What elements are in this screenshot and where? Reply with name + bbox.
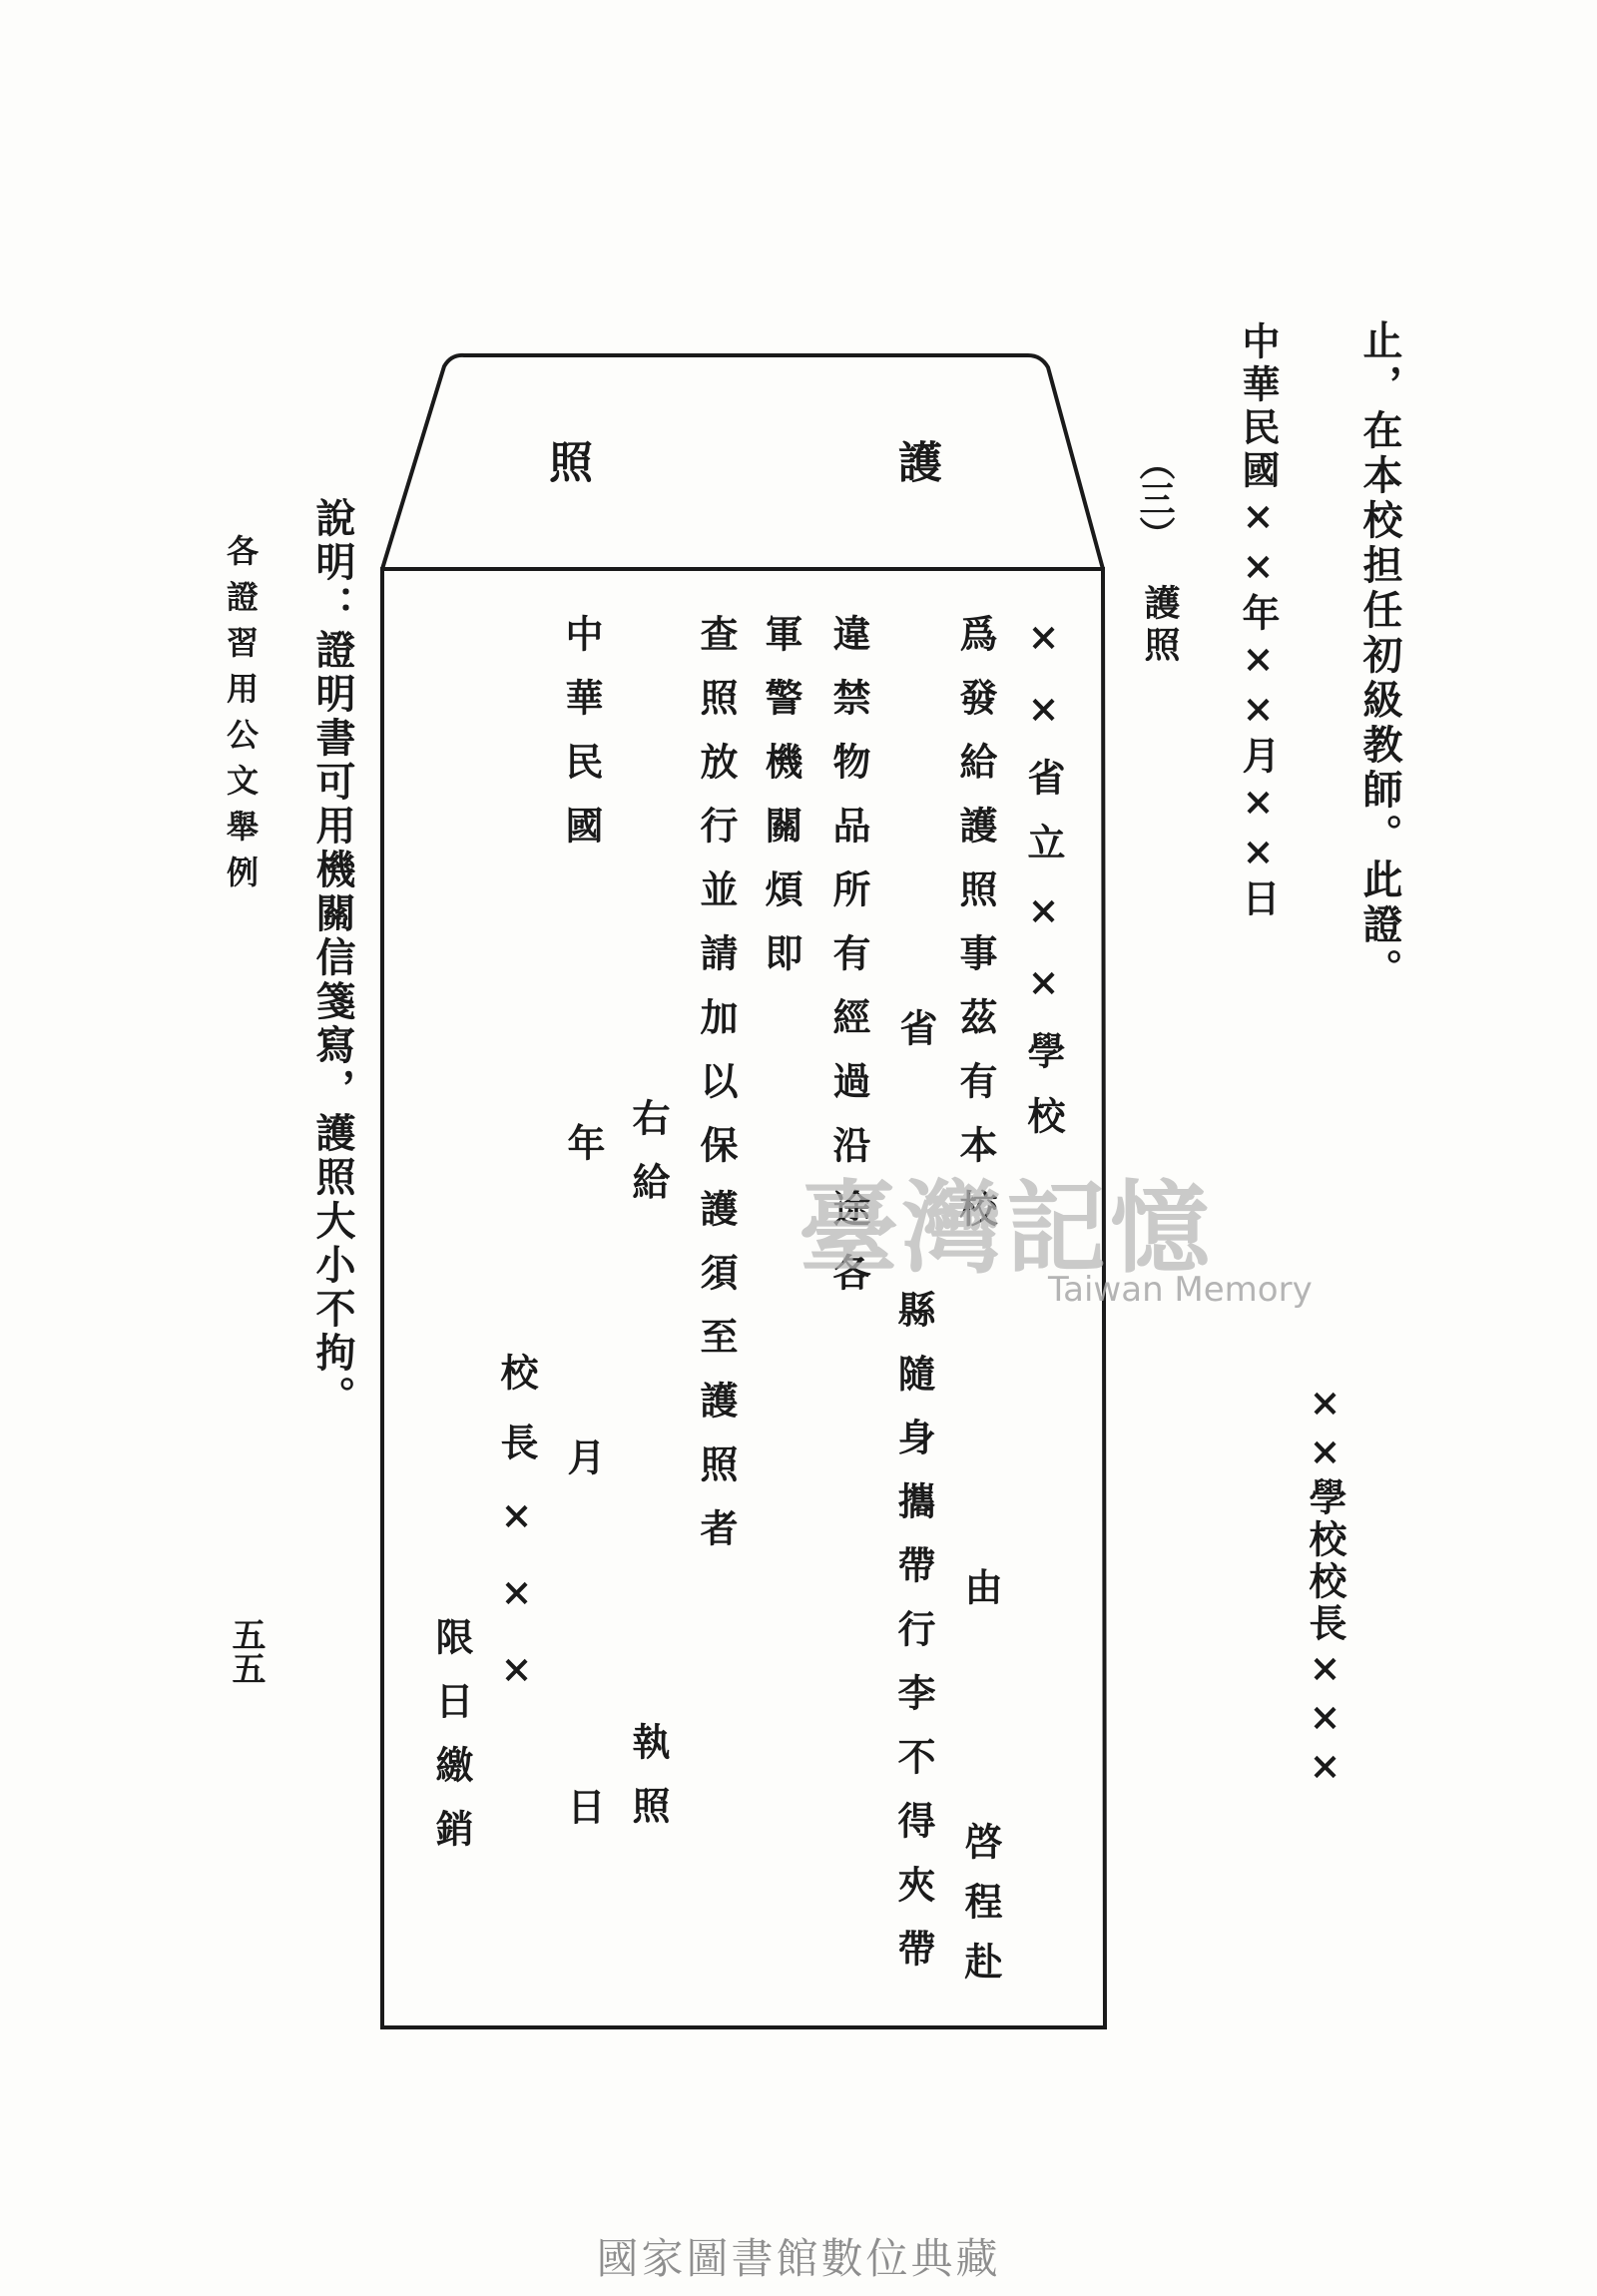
- province-column-top: 省: [893, 1008, 938, 1046]
- explanatory-note: 說明：證明書可用機關信箋寫，護照大小不拘。: [309, 497, 356, 1420]
- province-column-luggage: 縣隨身攜帶行李不得夾帶: [891, 1290, 936, 1993]
- section-title: 護照: [1139, 584, 1181, 668]
- expiry-column: 限日繳銷: [429, 1617, 474, 1873]
- issue-column-top: 爲發給護照事茲有本校: [953, 614, 998, 1253]
- certificate-date-line: 中華民國××年××月××日: [1236, 321, 1281, 921]
- watermark-english: Taiwan Memory: [1048, 1270, 1313, 1310]
- date-column-day: 日: [561, 1787, 606, 1825]
- issue-column-from: 由: [958, 1567, 1003, 1605]
- issue-column-depart: 啓程赴: [958, 1822, 1003, 2002]
- date-column-year: 年: [561, 1123, 606, 1161]
- principal-column: 校長×××: [494, 1353, 539, 1723]
- military-police-column: 軍警機關煩即: [759, 614, 803, 997]
- school-name-column: ××省立××學校: [1021, 614, 1066, 1161]
- flap-char-hu: 護: [890, 439, 941, 483]
- grant-column-top: 右給: [626, 1098, 671, 1226]
- section-number: （三）: [1134, 444, 1176, 552]
- grant-column-license: 執照: [626, 1722, 671, 1850]
- contraband-column: 違禁物品所有經過沿途各: [826, 614, 871, 1317]
- inspect-release-column: 查照放行並請加以保護須至護照者: [694, 614, 739, 1572]
- page-number: 五五: [226, 1617, 266, 1685]
- certificate-closing-line: 止，在本校担任初級教師。此證。: [1356, 319, 1403, 993]
- running-title: 各證習用公文舉例: [222, 534, 260, 901]
- certificate-signer: ××學校校長×××: [1303, 1380, 1347, 1792]
- date-column-era: 中華民國: [559, 614, 604, 869]
- library-footer: 國家圖書館數位典藏: [596, 2234, 1001, 2283]
- watermark-chinese: 臺灣記憶: [798, 1169, 1214, 1287]
- flap-char-zhao: 照: [541, 439, 592, 483]
- date-column-month: 月: [561, 1437, 606, 1475]
